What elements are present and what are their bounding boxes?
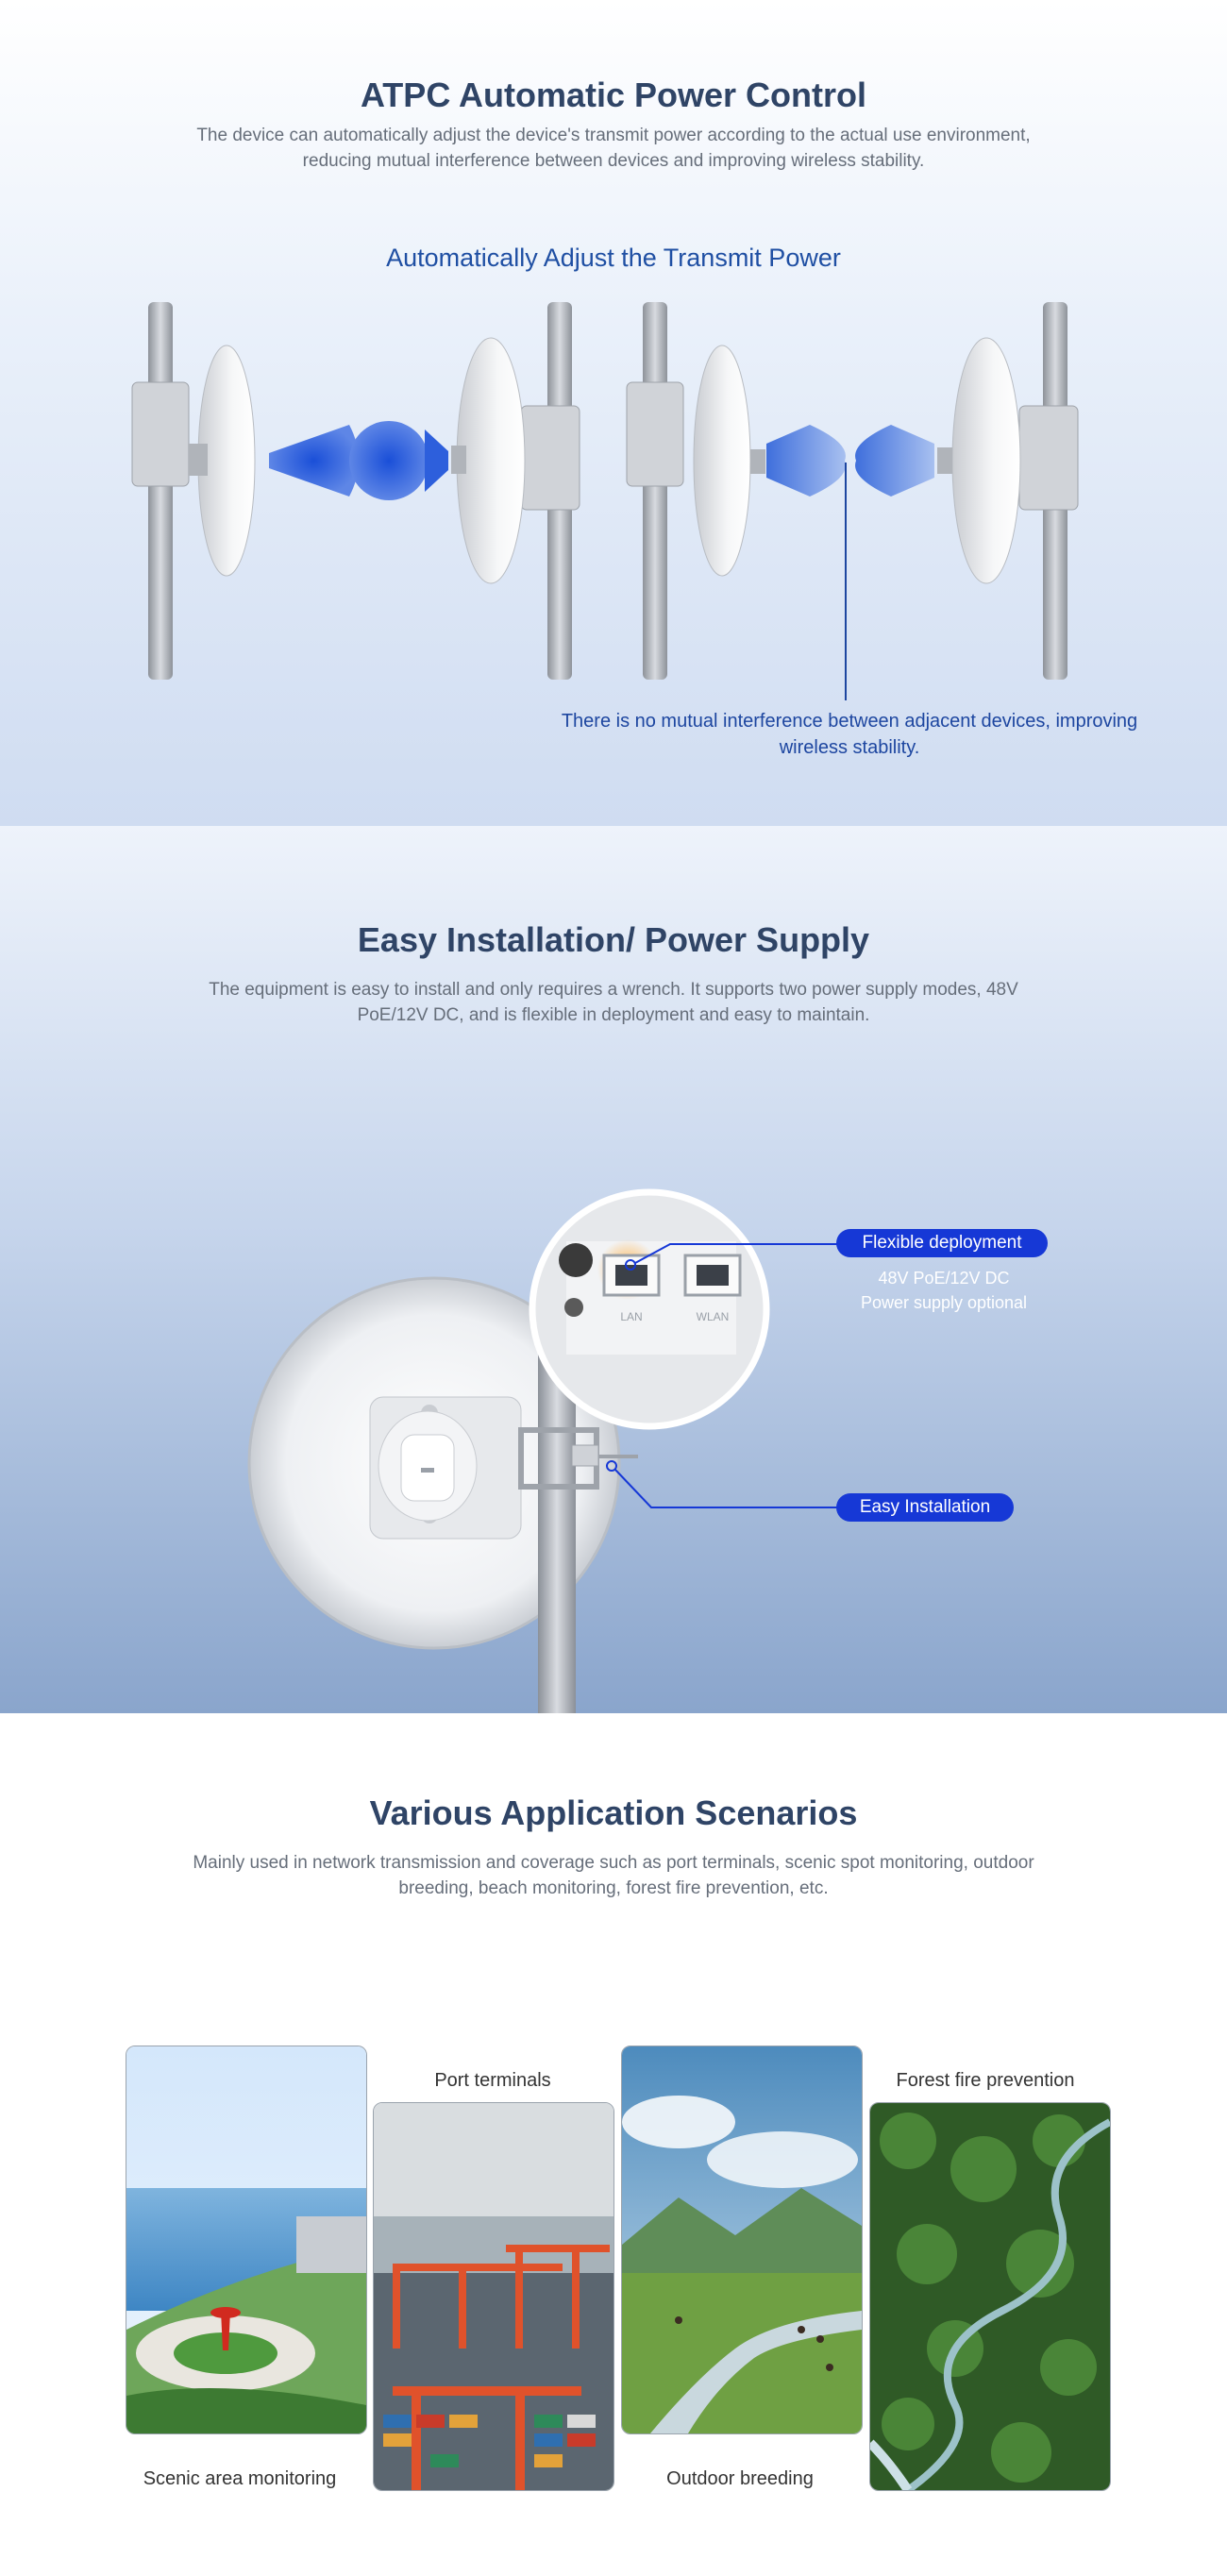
installation-title: Easy Installation/ Power Supply: [357, 920, 870, 959]
caption-outdoor-breeding: Outdoor breeding: [666, 2468, 814, 2489]
installation-section: [0, 826, 1227, 1713]
antenna-pair-weak: [627, 302, 1078, 700]
power-options-line2: Power supply optional: [860, 1293, 1028, 1312]
atpc-note: There is no mutual interference between adjacent devices, improving wireless stability.: [561, 711, 1138, 758]
forest-fire-photo: [869, 2102, 1111, 2491]
scenarios-description: Mainly used in network transmission and coverage such as port terminals, scenic spot monitoring, outdoor breeding, beach monitoring, forest fire prevention, etc.: [193, 1853, 1034, 1898]
atpc-title: ATPC Automatic Power Control: [360, 76, 866, 114]
easy-installation-badge: Easy Installation: [836, 1493, 1014, 1522]
scenic-area-photo: [126, 2046, 367, 2434]
caption-port-terminals: Port terminals: [434, 2070, 551, 2091]
scenarios-section: [0, 1713, 1227, 2576]
caption-scenic-area: Scenic area monitoring: [143, 2468, 337, 2489]
caption-forest-fire: Forest fire prevention: [896, 2070, 1075, 2091]
power-options-line1: 48V PoE/12V DC: [878, 1269, 1010, 1288]
scenarios-title: Various Application Scenarios: [369, 1793, 858, 1832]
outdoor-breeding-photo: [621, 2046, 863, 2434]
antenna-pair-strong: [132, 302, 580, 680]
installation-description: The equipment is easy to install and only requires a wrench. It supports two power supply modes, 48V PoE/12V DC, and is flexible in deployment and easy to maintain.: [209, 980, 1018, 1025]
port-label-wlan: WLAN: [696, 1310, 730, 1323]
atpc-subtitle: Automatically Adjust the Transmit Power: [386, 244, 841, 272]
flexible-deployment-badge: Flexible deployment: [836, 1229, 1048, 1257]
port-label-lan: LAN: [620, 1310, 643, 1323]
atpc-section: [0, 0, 1227, 826]
antenna-illustration: [0, 0, 1227, 826]
port-terminals-photo: [373, 2102, 614, 2491]
atpc-description: The device can automatically adjust the device's transmit power according to the actual use environment, reducing mutual interference between devices and improving wireless stability.: [196, 126, 1031, 171]
